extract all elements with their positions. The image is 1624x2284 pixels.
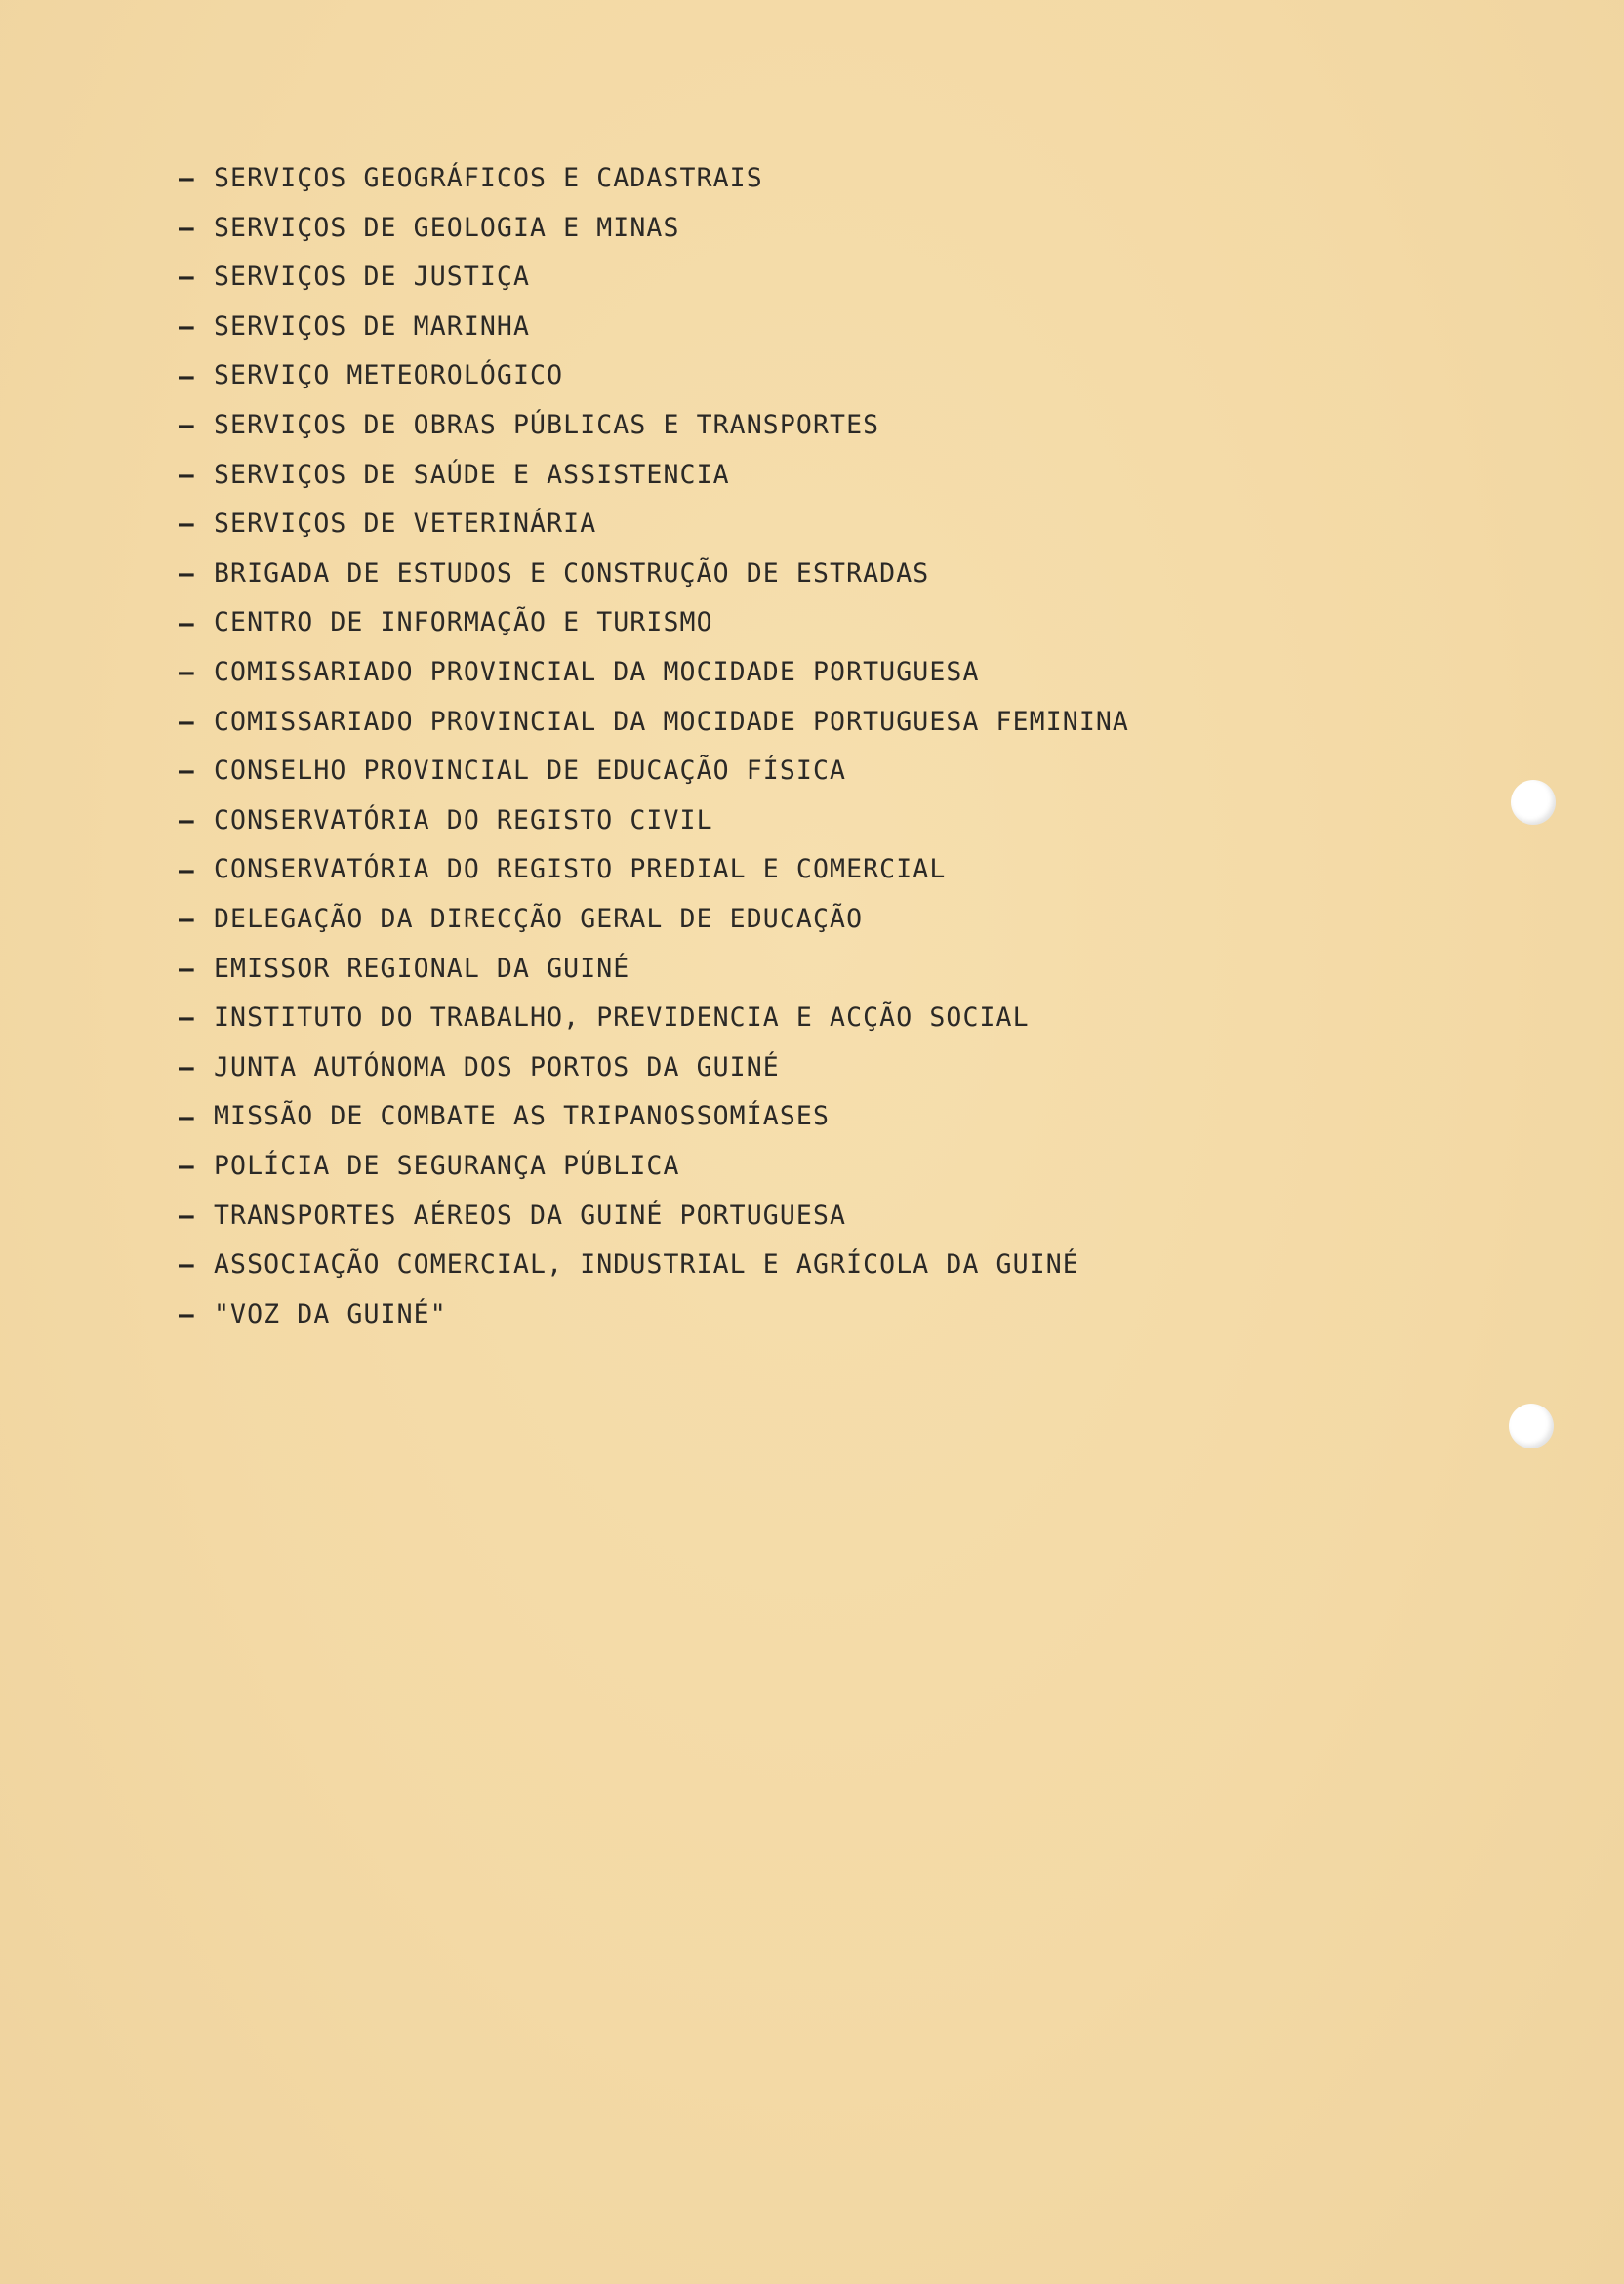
list-item-text: BRIGADA DE ESTUDOS E CONSTRUÇÃO DE ESTRADAS (214, 557, 930, 589)
list-item: – DELEGAÇÃO DA DIRECÇÃO GERAL DE EDUCAÇÃO (179, 903, 864, 935)
list-item-text: CONSERVATÓRIA DO REGISTO CIVIL (214, 804, 713, 836)
list-item: – SERVIÇOS GEOGRÁFICOS E CADASTRAIS (179, 163, 763, 194)
list-item-text: MISSÃO DE COMBATE AS TRIPANOSSOMÍASES (214, 1101, 831, 1132)
list-item-text: COMISSARIADO PROVINCIAL DA MOCIDADE PORTUGUESA (214, 656, 980, 687)
punch-hole (1511, 780, 1556, 825)
list-item-text: SERVIÇOS DE SAÚDE E ASSISTENCIA (214, 459, 730, 490)
list-item: – SERVIÇOS DE SAÚDE E ASSISTENCIA (179, 459, 730, 490)
list-item-text: SERVIÇOS DE JUSTIÇA (214, 262, 531, 293)
list-item-text: CONSERVATÓRIA DO REGISTO PREDIAL E COMERCIAL (214, 854, 947, 885)
list-item-text: JUNTA AUTÓNOMA DOS PORTOS DA GUINÉ (214, 1051, 780, 1082)
list-item: – CONSELHO PROVINCIAL DE EDUCAÇÃO FÍSICA (179, 755, 847, 787)
list-item-text: INSTITUTO DO TRABALHO, PREVIDENCIA E ACÇÃO SOCIAL (214, 1002, 1030, 1034)
list-item: – COMISSARIADO PROVINCIAL DA MOCIDADE PORTUGUESA FEMININA (179, 706, 1129, 737)
list-item-text: CENTRO DE INFORMAÇÃO E TURISMO (214, 607, 713, 638)
list-item: – SERVIÇOS DE VETERINÁRIA (179, 509, 597, 540)
list-item-text: "VOZ DA GUINÉ" (214, 1298, 447, 1329)
list-item-text: SERVIÇOS GEOGRÁFICOS E CADASTRAIS (214, 163, 763, 194)
list-item-text: ASSOCIAÇÃO COMERCIAL, INDUSTRIAL E AGRÍCOLA DA GUINÉ (214, 1249, 1079, 1281)
list-item-text: TRANSPORTES AÉREOS DA GUINÉ PORTUGUESA (214, 1200, 847, 1231)
list-item: – TRANSPORTES AÉREOS DA GUINÉ PORTUGUESA (179, 1200, 847, 1231)
list-item: – ASSOCIAÇÃO COMERCIAL, INDUSTRIAL E AGRÍCOLA DA GUINÉ (179, 1249, 1079, 1281)
list-item-text: COMISSARIADO PROVINCIAL DA MOCIDADE PORTUGUESA FEMININA (214, 706, 1129, 737)
list-item: – "VOZ DA GUINÉ" (179, 1298, 447, 1329)
list-item: – CONSERVATÓRIA DO REGISTO CIVIL (179, 804, 713, 836)
list-item-text: SERVIÇOS DE GEOLOGIA E MINAS (214, 212, 680, 243)
list-item: – POLÍCIA DE SEGURANÇA PÚBLICA (179, 1150, 680, 1182)
list-item: – SERVIÇOS DE GEOLOGIA E MINAS (179, 212, 680, 243)
list-item-text: CONSELHO PROVINCIAL DE EDUCAÇÃO FÍSICA (214, 755, 847, 787)
list-item: – COMISSARIADO PROVINCIAL DA MOCIDADE PORTUGUESA (179, 656, 980, 688)
list-item: – SERVIÇOS DE OBRAS PÚBLICAS E TRANSPORTES (179, 410, 880, 441)
list-item: – SERVIÇOS DE MARINHA (179, 310, 531, 343)
list-item: – CONSERVATÓRIA DO REGISTO PREDIAL E COMERCIAL (179, 854, 947, 885)
distribution-list (179, 154, 1129, 1339)
list-item: – CENTRO DE INFORMAÇÃO E TURISMO (179, 607, 713, 638)
list-item: – INSTITUTO DO TRABALHO, PREVIDENCIA E ACÇÃO SOCIAL (179, 1002, 1030, 1034)
punch-hole (1509, 1404, 1554, 1448)
list-item-text: EMISSOR REGIONAL DA GUINÉ (214, 953, 630, 984)
list-item-text: POLÍCIA DE SEGURANÇA PÚBLICA (214, 1150, 680, 1181)
list-item-text: SERVIÇOS DE MARINHA (214, 310, 531, 342)
list-item-text: SERVIÇOS DE OBRAS PÚBLICAS E TRANSPORTES (214, 410, 880, 441)
list-item: – BRIGADA DE ESTUDOS E CONSTRUÇÃO DE ESTRADAS (179, 557, 930, 590)
list-item-text: SERVIÇO METEOROLÓGICO (214, 360, 564, 391)
list-item: – SERVIÇO METEOROLÓGICO (179, 360, 564, 391)
list-item: – EMISSOR REGIONAL DA GUINÉ (179, 953, 630, 984)
list-item-text: DELEGAÇÃO DA DIRECÇÃO GERAL DE EDUCAÇÃO (214, 903, 864, 934)
list-item: – MISSÃO DE COMBATE AS TRIPANOSSOMÍASES (179, 1101, 831, 1132)
list-item: – SERVIÇOS DE JUSTIÇA (179, 262, 531, 293)
list-item-text: SERVIÇOS DE VETERINÁRIA (214, 509, 597, 540)
list-item: – JUNTA AUTÓNOMA DOS PORTOS DA GUINÉ (179, 1051, 780, 1082)
